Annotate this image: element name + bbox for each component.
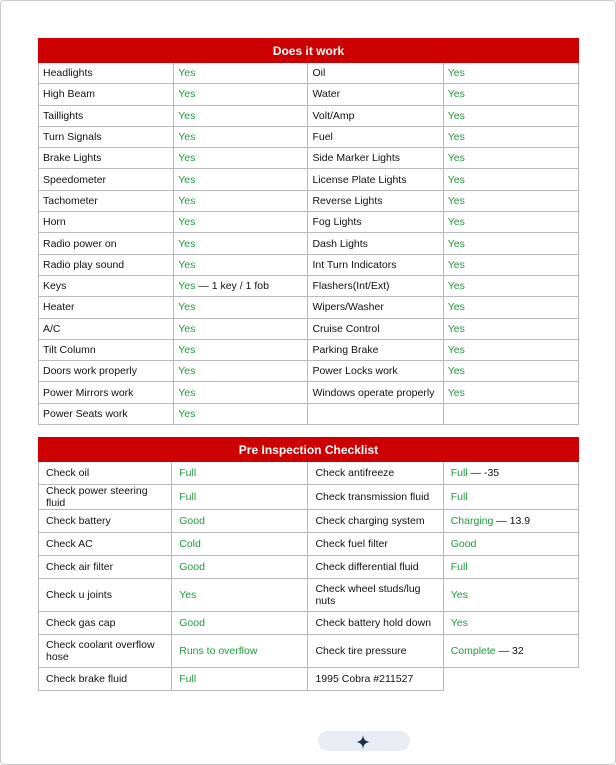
item-status: Yes bbox=[174, 63, 308, 84]
item-label: Oil bbox=[308, 63, 443, 84]
sparkle-icon[interactable] bbox=[356, 735, 370, 749]
check-result: Good bbox=[443, 533, 578, 556]
item-status: Yes bbox=[443, 63, 578, 84]
table-row bbox=[39, 533, 579, 556]
does-it-work-table bbox=[38, 38, 579, 425]
check-label: Check wheel studs/lug nuts bbox=[308, 579, 443, 612]
pre-inspection-title: Pre Inspection Checklist bbox=[39, 438, 579, 462]
item-status: Yes bbox=[443, 318, 578, 339]
item-label: Reverse Lights bbox=[308, 190, 443, 211]
check-label: Check air filter bbox=[39, 556, 172, 579]
check-label: Check fuel filter bbox=[308, 533, 443, 556]
item-label: Headlights bbox=[39, 63, 174, 84]
table-row bbox=[39, 105, 579, 126]
item-label: Horn bbox=[39, 212, 174, 233]
item-status: Yes bbox=[174, 169, 308, 190]
item-label: Radio power on bbox=[39, 233, 174, 254]
item-label: High Beam bbox=[39, 84, 174, 105]
item-status: Yes bbox=[443, 190, 578, 211]
table-row bbox=[39, 297, 579, 318]
check-result: Good bbox=[172, 612, 308, 635]
check-label: Check power steering fluid bbox=[39, 485, 172, 510]
pre-inspection-table bbox=[38, 437, 579, 691]
item-status: Yes bbox=[174, 254, 308, 275]
item-status: Yes bbox=[174, 297, 308, 318]
check-label: Check charging system bbox=[308, 510, 443, 533]
check-label: Check tire pressure bbox=[308, 635, 443, 668]
item-label: Power Mirrors work bbox=[39, 382, 174, 403]
check-label: Check gas cap bbox=[39, 612, 172, 635]
item-status: Yes bbox=[443, 275, 578, 296]
item-label: Wipers/Washer bbox=[308, 297, 443, 318]
table-row bbox=[39, 275, 579, 296]
item-status: Yes bbox=[443, 382, 578, 403]
item-label: Water bbox=[308, 84, 443, 105]
table-row bbox=[39, 84, 579, 105]
table-row bbox=[39, 403, 579, 424]
item-label: Radio play sound bbox=[39, 254, 174, 275]
item-status: Yes bbox=[174, 126, 308, 147]
item-label: Fuel bbox=[308, 126, 443, 147]
table-row bbox=[39, 668, 579, 691]
item-label: Side Marker Lights bbox=[308, 148, 443, 169]
table-row bbox=[39, 318, 579, 339]
item-status bbox=[443, 403, 578, 424]
item-label: Doors work properly bbox=[39, 361, 174, 382]
table-row bbox=[39, 63, 579, 84]
table-row bbox=[39, 556, 579, 579]
check-result bbox=[443, 668, 578, 691]
item-status: Yes bbox=[174, 233, 308, 254]
check-result: Good bbox=[172, 510, 308, 533]
check-result: Complete — 32 bbox=[443, 635, 578, 668]
item-label: Speedometer bbox=[39, 169, 174, 190]
check-result: Runs to overflow bbox=[172, 635, 308, 668]
table-row bbox=[39, 254, 579, 275]
check-result: Full bbox=[172, 668, 308, 691]
item-status: Yes bbox=[443, 254, 578, 275]
item-status: Yes bbox=[174, 105, 308, 126]
check-label: Check AC bbox=[39, 533, 172, 556]
item-label: Flashers(Int/Ext) bbox=[308, 275, 443, 296]
table-row bbox=[39, 339, 579, 360]
item-status: Yes bbox=[443, 339, 578, 360]
value-note: — -35 bbox=[467, 467, 500, 479]
item-status: Yes bbox=[174, 148, 308, 169]
item-status: Yes bbox=[174, 212, 308, 233]
check-result: Full bbox=[443, 485, 578, 510]
item-status: Yes bbox=[443, 212, 578, 233]
item-label: Turn Signals bbox=[39, 126, 174, 147]
item-status: Yes bbox=[174, 84, 308, 105]
check-label: 1995 Cobra #211527 bbox=[308, 668, 443, 691]
check-label: Check brake fluid bbox=[39, 668, 172, 691]
item-status: Yes bbox=[174, 318, 308, 339]
table-row bbox=[39, 190, 579, 211]
item-status: Yes bbox=[443, 169, 578, 190]
item-label: Fog Lights bbox=[308, 212, 443, 233]
item-label: Heater bbox=[39, 297, 174, 318]
table-row bbox=[39, 212, 579, 233]
check-result: Full bbox=[443, 556, 578, 579]
item-status: Yes bbox=[443, 105, 578, 126]
value-note: — 1 key / 1 fob bbox=[195, 280, 269, 293]
value-note: — 32 bbox=[495, 645, 524, 657]
does-it-work-title: Does it work bbox=[39, 39, 579, 63]
check-label: Check antifreeze bbox=[308, 462, 443, 485]
check-label: Check battery bbox=[39, 510, 172, 533]
table-row bbox=[39, 361, 579, 382]
item-label: A/C bbox=[39, 318, 174, 339]
check-result: Full bbox=[172, 485, 308, 510]
item-label bbox=[308, 403, 443, 424]
table-row bbox=[39, 579, 579, 612]
item-status: Yes bbox=[443, 148, 578, 169]
item-label: Power Locks work bbox=[308, 361, 443, 382]
check-result: Yes bbox=[443, 579, 578, 612]
check-result: Full bbox=[172, 462, 308, 485]
table-row bbox=[39, 126, 579, 147]
table-row bbox=[39, 148, 579, 169]
item-label: Volt/Amp bbox=[308, 105, 443, 126]
item-label: License Plate Lights bbox=[308, 169, 443, 190]
check-label: Check transmission fluid bbox=[308, 485, 443, 510]
table-row bbox=[39, 635, 579, 668]
check-label: Check u joints bbox=[39, 579, 172, 612]
item-status: Yes bbox=[443, 84, 578, 105]
item-label: Tachometer bbox=[39, 190, 174, 211]
check-result: Cold bbox=[172, 533, 308, 556]
item-label: Keys bbox=[39, 275, 174, 296]
check-label: Check battery hold down bbox=[308, 612, 443, 635]
item-label: Tilt Column bbox=[39, 339, 174, 360]
item-label: Cruise Control bbox=[308, 318, 443, 339]
table-row bbox=[39, 612, 579, 635]
check-label: Check oil bbox=[39, 462, 172, 485]
table-row bbox=[39, 462, 579, 485]
item-label: Brake Lights bbox=[39, 148, 174, 169]
item-label: Int Turn Indicators bbox=[308, 254, 443, 275]
table-row bbox=[39, 510, 579, 533]
item-status: Yes bbox=[174, 361, 308, 382]
value-note: — 13.9 bbox=[493, 515, 531, 527]
item-status: Yes bbox=[174, 382, 308, 403]
item-label: Windows operate properly bbox=[308, 382, 443, 403]
check-result: Yes bbox=[443, 612, 578, 635]
item-status: Yes bbox=[174, 403, 308, 424]
item-label: Taillights bbox=[39, 105, 174, 126]
check-result: Full — -35 bbox=[443, 462, 578, 485]
item-label: Power Seats work bbox=[39, 403, 174, 424]
check-label: Check coolant overflow hose bbox=[39, 635, 172, 668]
item-label: Dash Lights bbox=[308, 233, 443, 254]
check-result: Charging — 13.9 bbox=[443, 510, 578, 533]
item-status: Yes bbox=[443, 233, 578, 254]
check-label: Check differential fluid bbox=[308, 556, 443, 579]
check-result: Yes bbox=[172, 579, 308, 612]
item-status: Yes — 1 key / 1 fob bbox=[174, 275, 308, 296]
table-row bbox=[39, 485, 579, 510]
item-status: Yes bbox=[443, 297, 578, 318]
item-status: Yes bbox=[174, 339, 308, 360]
item-status: Yes bbox=[443, 126, 578, 147]
item-status: Yes bbox=[443, 361, 578, 382]
table-row bbox=[39, 233, 579, 254]
table-row bbox=[39, 169, 579, 190]
item-label: Parking Brake bbox=[308, 339, 443, 360]
check-result: Good bbox=[172, 556, 308, 579]
item-status: Yes bbox=[174, 190, 308, 211]
table-row bbox=[39, 382, 579, 403]
